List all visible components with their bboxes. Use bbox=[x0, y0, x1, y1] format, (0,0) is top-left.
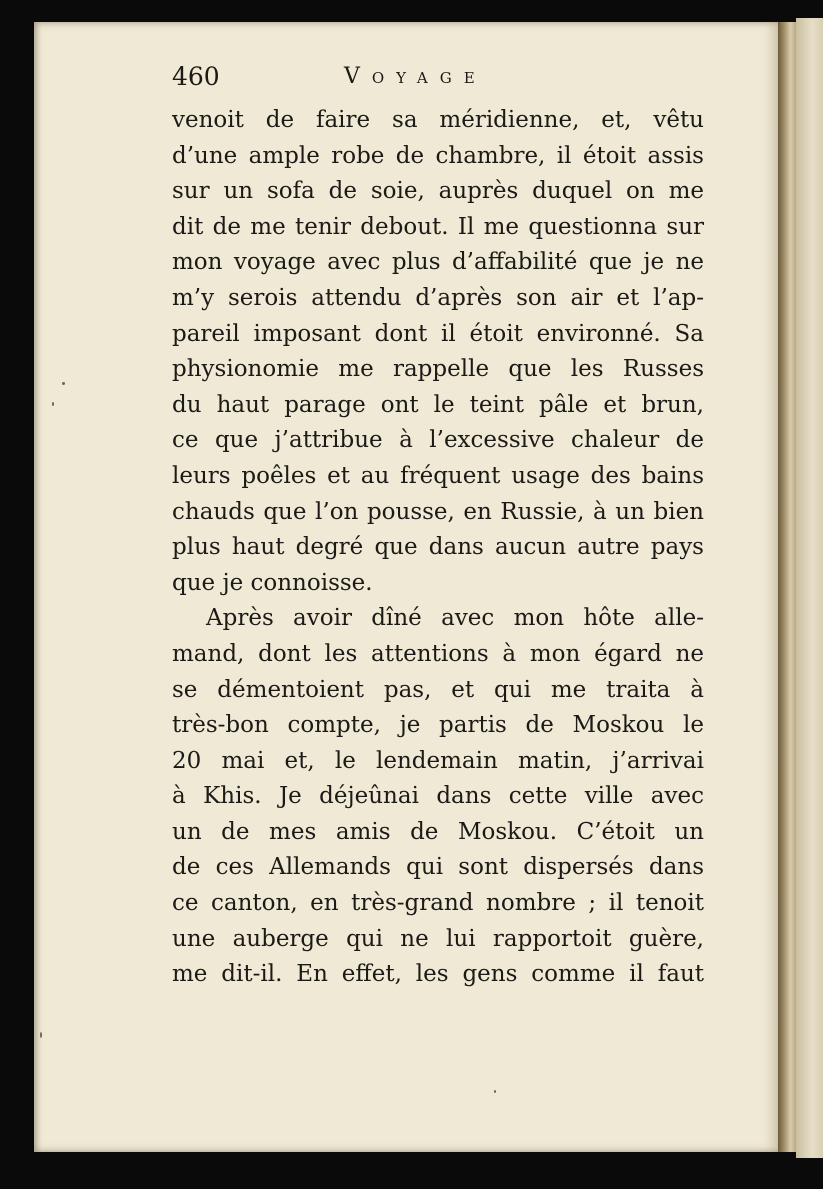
text-line: du haut parage ont le teint pâle et brun, bbox=[172, 391, 704, 418]
text-line: mon voyage avec plus d’affabilité que je ne bbox=[172, 249, 704, 276]
text-line: 20 mai et, le lendemain matin, j’arrivai bbox=[172, 747, 704, 774]
text-line: à Khis. Je déjeûnai dans cette ville avec bbox=[172, 783, 704, 810]
paper-speck bbox=[40, 1032, 42, 1038]
page-header bbox=[172, 62, 712, 96]
paragraph-end-line: que je connoisse. bbox=[172, 569, 373, 596]
text-line: leurs poêles et au fréquent usage des bains bbox=[172, 462, 704, 489]
running-head: Voyage bbox=[344, 64, 487, 89]
text-line: mand, dont les attentions à mon égard ne bbox=[172, 640, 704, 667]
facing-page-edge bbox=[796, 18, 823, 1158]
text-line: d’une ample robe de chambre, il étoit assis bbox=[172, 142, 704, 169]
text-line: ce canton, en très-grand nombre ; il tenoit bbox=[172, 890, 704, 917]
text-line: chauds que l’on pousse, en Russie, à un bien bbox=[172, 498, 704, 525]
paragraph-start-line: Après avoir dîné avec mon hôte alle- bbox=[206, 605, 704, 632]
page-gutter-shadow bbox=[778, 22, 796, 1152]
text-line: ce que j’attribue à l’excessive chaleur de bbox=[172, 427, 704, 454]
text-line: un de mes amis de Moskou. C’étoit un bbox=[172, 818, 704, 845]
paper-speck bbox=[494, 1090, 496, 1093]
text-line: sur un sofa de soie, auprès duquel on me bbox=[172, 178, 704, 205]
text-line: m’y serois attendu d’après son air et l’ap- bbox=[172, 284, 704, 311]
paper-speck bbox=[62, 382, 65, 385]
page-number: 460 bbox=[172, 62, 220, 91]
text-line: me dit-il. En effet, les gens comme il faut bbox=[172, 961, 704, 988]
text-line: pareil imposant dont il étoit environné. Sa bbox=[172, 320, 704, 347]
body-text bbox=[172, 103, 704, 993]
text-line: dit de me tenir debout. Il me questionna sur bbox=[172, 213, 704, 240]
text-line: une auberge qui ne lui rapportoit guère, bbox=[172, 925, 704, 952]
text-line: de ces Allemands qui sont dispersés dans bbox=[172, 854, 704, 881]
text-line: venoit de faire sa méridienne, et, vêtu bbox=[172, 107, 704, 133]
text-line: physionomie me rappelle que les Russes bbox=[172, 356, 704, 383]
text-line: se démentoient pas, et qui me traita à bbox=[172, 676, 704, 703]
paper-speck bbox=[52, 402, 54, 406]
text-line: plus haut degré que dans aucun autre pays bbox=[172, 534, 704, 561]
text-line: très-bon compte, je partis de Moskou le bbox=[172, 712, 704, 739]
